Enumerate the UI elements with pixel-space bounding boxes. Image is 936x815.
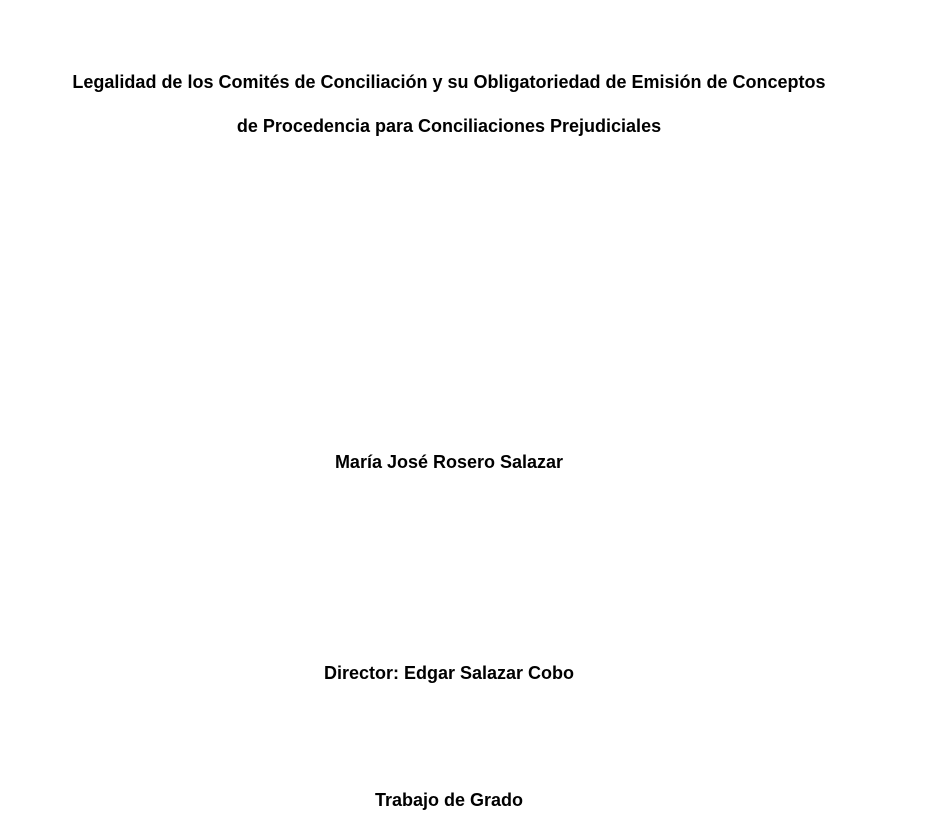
- title-line-2: de Procedencia para Conciliaciones Prejudiciales: [236, 116, 662, 136]
- director-name: Director: Edgar Salazar Cobo: [323, 663, 575, 683]
- work-type: Trabajo de Grado: [374, 790, 524, 810]
- title-line-1: Legalidad de los Comités de Conciliación y su Obligatoriedad de Emisión de Conceptos: [72, 72, 826, 92]
- author-name: María José Rosero Salazar: [334, 452, 564, 472]
